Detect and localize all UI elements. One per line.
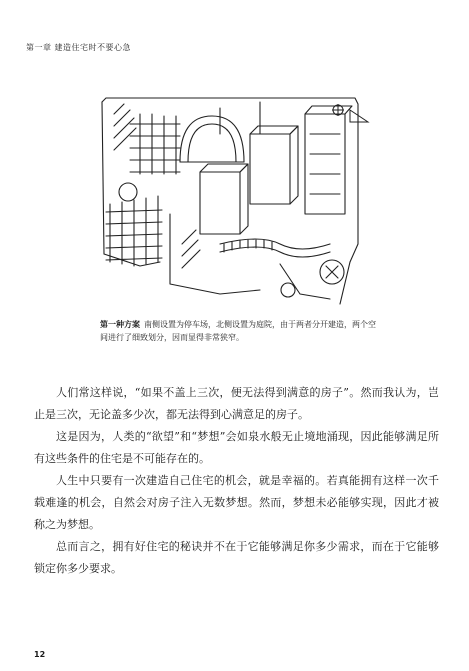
caption-text: 南侧设置为停车场，北侧设置为庭院，由于两者分开建造，两个空间进行了细致划分，因而显得非常狭窄。: [100, 320, 376, 342]
body-text: [34, 382, 439, 580]
house-sketch-illustration: [100, 94, 370, 306]
north-arrow-icon: [332, 104, 368, 122]
paragraph: 人们常这样说，“如果不盖上三次，便无法得到满意的房子”。然而我认为，岂止是三次，无论盖多少次，都无法得到心满意足的房子。: [34, 386, 439, 421]
paragraph: 这是因为，人类的“欲望”和“梦想”会如泉水般无止境地涌现，因此能够满足所有这些条件的住宅是不可能存在的。: [34, 430, 439, 465]
paragraph: 人生中只要有一次建造自己住宅的机会，就是幸福的。若真能拥有这样一次千载难逢的机会，自然会对房子注入无数梦想。然而，梦想未必能够实现，因此才被称之为梦想。: [34, 474, 439, 531]
paragraph: 总而言之，拥有好住宅的秘诀并不在于它能够满足你多少需求，而在于它能够锁定你多少要求。: [34, 540, 439, 575]
figure-caption: [100, 318, 376, 344]
chapter-header: 第一章 建造住宅时不要心急: [26, 43, 132, 52]
caption-title: 第一种方案: [100, 320, 140, 329]
page-number: 12: [34, 650, 46, 659]
